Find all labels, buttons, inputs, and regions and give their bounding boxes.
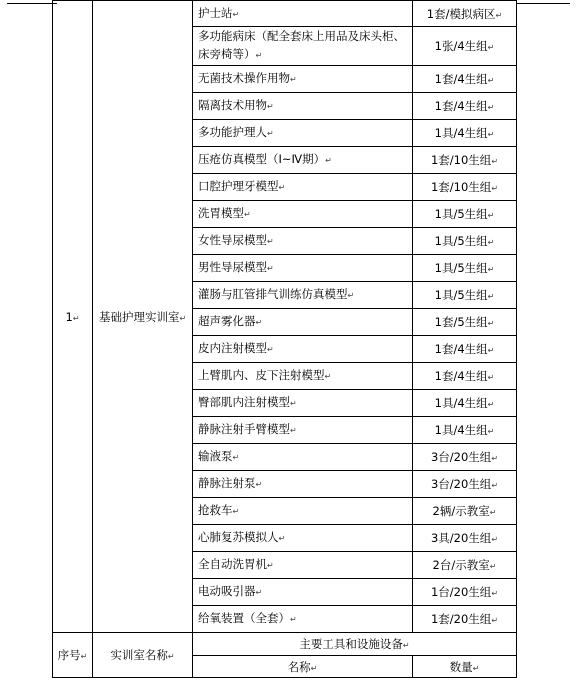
- equipment-header: 主要工具和设施设备↵: [193, 633, 517, 656]
- equipment-quantity: 1具/5生组↵: [413, 282, 517, 309]
- equipment-quantity: 3台/20生组↵: [413, 471, 517, 498]
- table-header-block: [53, 633, 517, 678]
- equipment-quantity: 1套/4生组↵: [413, 66, 517, 93]
- equipment-name: 隔离技术用物↵: [193, 93, 413, 120]
- equipment-quantity: 1台/20生组↵: [413, 579, 517, 606]
- equipment-quantity: 1具/4生组↵: [413, 417, 517, 444]
- right-margin-line: [516, 3, 570, 4]
- equipment-name: 超声雾化器↵: [193, 309, 413, 336]
- left-margin-line: [7, 3, 57, 4]
- equipment-quantity: 1具/5生组↵: [413, 255, 517, 282]
- equipment-quantity: 1具/5生组↵: [413, 228, 517, 255]
- equipment-name: 皮内注射模型↵: [193, 336, 413, 363]
- equipment-name: 多功能护理人↵: [193, 120, 413, 147]
- header-row-top: [53, 633, 517, 656]
- name-column-header: 名称↵: [193, 656, 413, 678]
- equipment-name: 心肺复苏模拟人↵: [193, 525, 413, 552]
- equipment-quantity: 1套/10生组↵: [413, 147, 517, 174]
- equipment-name: 抢救车↵: [193, 498, 413, 525]
- equipment-name: 上臂肌内、皮下注射模型↵: [193, 363, 413, 390]
- equipment-quantity: 3台/20生组↵: [413, 444, 517, 471]
- equipment-name: 洗胃模型↵: [193, 201, 413, 228]
- equipment-name: 压疮仿真模型（Ⅰ~Ⅳ期）↵: [193, 147, 413, 174]
- equipment-name: 电动吸引器↵: [193, 579, 413, 606]
- group-number: 1↵: [53, 1, 93, 633]
- equipment-quantity: 1具/4生组↵: [413, 120, 517, 147]
- equipment-quantity: 1套/4生组↵: [413, 363, 517, 390]
- equipment-name: 女性导尿模型↵: [193, 228, 413, 255]
- equipment-name: 护士站↵: [193, 1, 413, 27]
- equipment-name: 灌肠与肛管排气训练仿真模型↵: [193, 282, 413, 309]
- equipment-quantity: 1套/4生组↵: [413, 93, 517, 120]
- equipment-name: 给氧装置（全套）↵: [193, 606, 413, 633]
- equipment-name: 静脉注射泵↵: [193, 471, 413, 498]
- equipment-name: 男性导尿模型↵: [193, 255, 413, 282]
- equipment-name: 臀部肌内注射模型↵: [193, 390, 413, 417]
- seq-header: 序号↵: [53, 633, 93, 678]
- equipment-quantity: 3具/20生组↵: [413, 525, 517, 552]
- equipment-name: 静脉注射手臂模型↵: [193, 417, 413, 444]
- equipment-quantity: 2辆/示教室↵: [413, 498, 517, 525]
- equipment-quantity: 1套/4生组↵: [413, 336, 517, 363]
- equipment-name: 无菌技术操作用物↵: [193, 66, 413, 93]
- equipment-quantity: 1套/5生组↵: [413, 309, 517, 336]
- qty-column-header: 数量↵: [413, 656, 517, 678]
- equipment-name: 多功能病床（配全套床上用品及床头柜、床旁椅等）↵: [193, 27, 413, 66]
- equipment-quantity: 1套/模拟病区↵: [413, 1, 517, 27]
- table-row: [53, 1, 517, 27]
- equipment-quantity: 1张/4生组↵: [413, 27, 517, 66]
- equipment-quantity: 1具/4生组↵: [413, 390, 517, 417]
- equipment-name: 全自动洗胃机↵: [193, 552, 413, 579]
- equipment-quantity: 1套/20生组↵: [413, 606, 517, 633]
- equipment-table: [52, 0, 517, 678]
- equipment-quantity: 1具/5生组↵: [413, 201, 517, 228]
- equipment-name: 口腔护理牙模型↵: [193, 174, 413, 201]
- room-name-header: 实训室名称↵: [93, 633, 193, 678]
- equipment-quantity: 2台/示教室↵: [413, 552, 517, 579]
- equipment-quantity: 1套/10生组↵: [413, 174, 517, 201]
- equipment-name: 输液泵↵: [193, 444, 413, 471]
- room-name: 基础护理实训室↵: [93, 1, 193, 633]
